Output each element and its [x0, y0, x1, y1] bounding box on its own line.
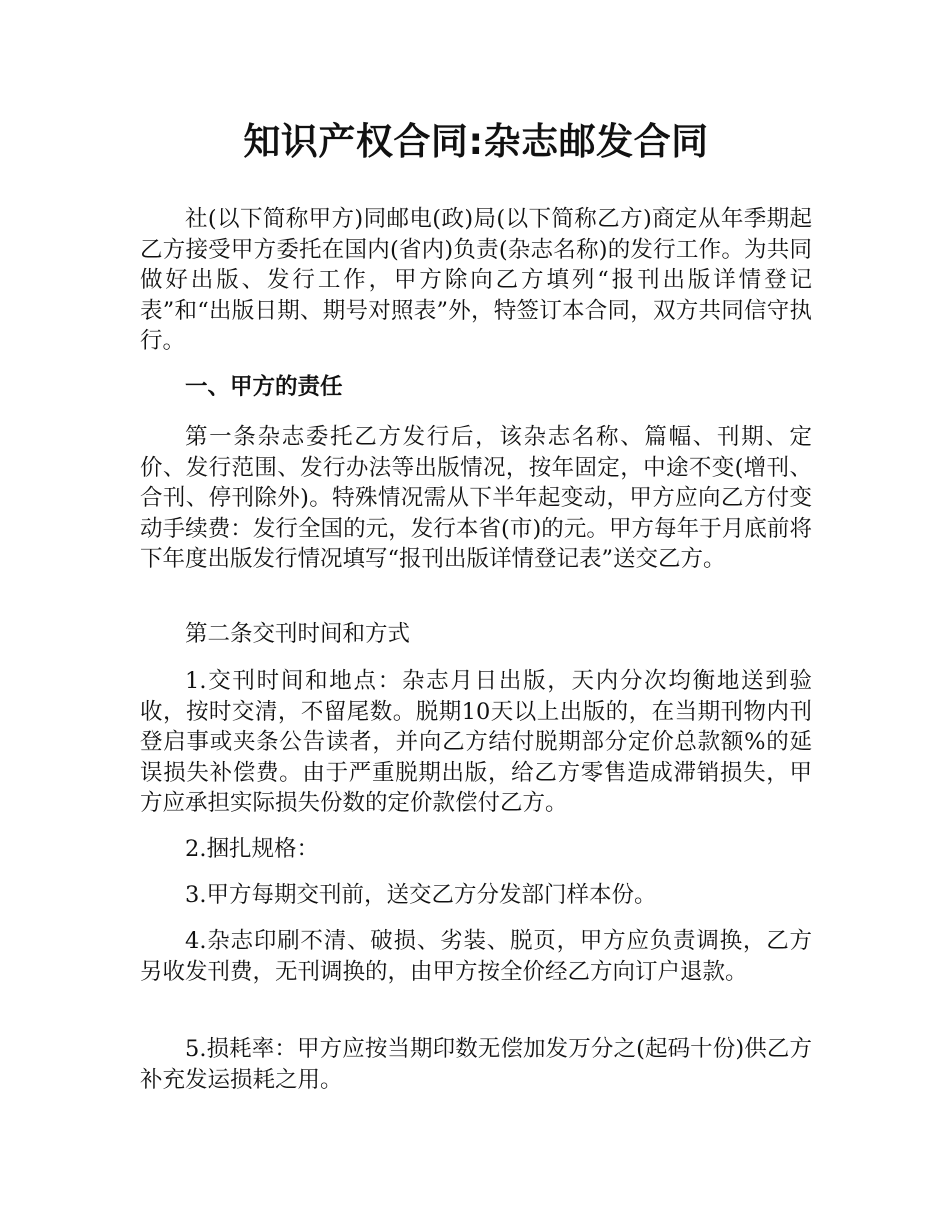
document-title: 知识产权合同:杂志邮发合同: [243, 120, 709, 163]
article-1-paragraph: 第一条杂志委托乙方发行后，该杂志名称、篇幅、刊期、定价、发行范围、发行办法等出版情况，按年固定，中途不变(增刊、合刊、停刊除外)。特殊情况需从下半年起变动，甲方应向乙方付变动手续费：发行全国的元，发行本省(市)的元。甲方每年于月底前将下年度出版发行情况填写“报刊出版详情登记表”送交乙方。: [140, 424, 812, 572]
clause-3-paragraph: 3.甲方每期交刊前，送交乙方分发部门样本份。: [185, 882, 657, 908]
intro-paragraph: 社(以下简称甲方)同邮电(政)局(以下简称乙方)商定从年季期起乙方接受甲方委托在国内(省内)负责(杂志名称)的发行工作。为共同做好出版、发行工作，甲方除向乙方填列“报刊出版详情登记表”和“出版日期、期号对照表”外，特签订本合同，双方共同信守执行。: [140, 206, 812, 354]
clause-2-paragraph: 2.捆扎规格：: [185, 836, 319, 862]
clause-5-paragraph: 5.损耗率：甲方应按当期印数无偿加发万分之(起码十份)供乙方补充发运损耗之用。: [140, 1036, 812, 1093]
article-2-heading: 第二条交刊时间和方式: [185, 621, 411, 647]
clause-1-paragraph: 1.交刊时间和地点：杂志月日出版，天内分次均衡地送到验收，按时交清，不留尾数。脱期10天以上出版的，在当期刊物内刊登启事或夹条公告读者，并向乙方结付脱期部分定价总款额%的延误损失补偿费。由于严重脱期出版，给乙方零售造成滞销损失，甲方应承担实际损失份数的定价款偿付乙方。: [140, 668, 812, 816]
clause-4-paragraph: 4.杂志印刷不清、破损、劣装、脱页，甲方应负责调换，乙方另收发刊费，无刊调换的，由甲方按全价经乙方向订户退款。: [140, 928, 812, 985]
section-heading-party-a: 一、甲方的责任: [185, 374, 343, 400]
